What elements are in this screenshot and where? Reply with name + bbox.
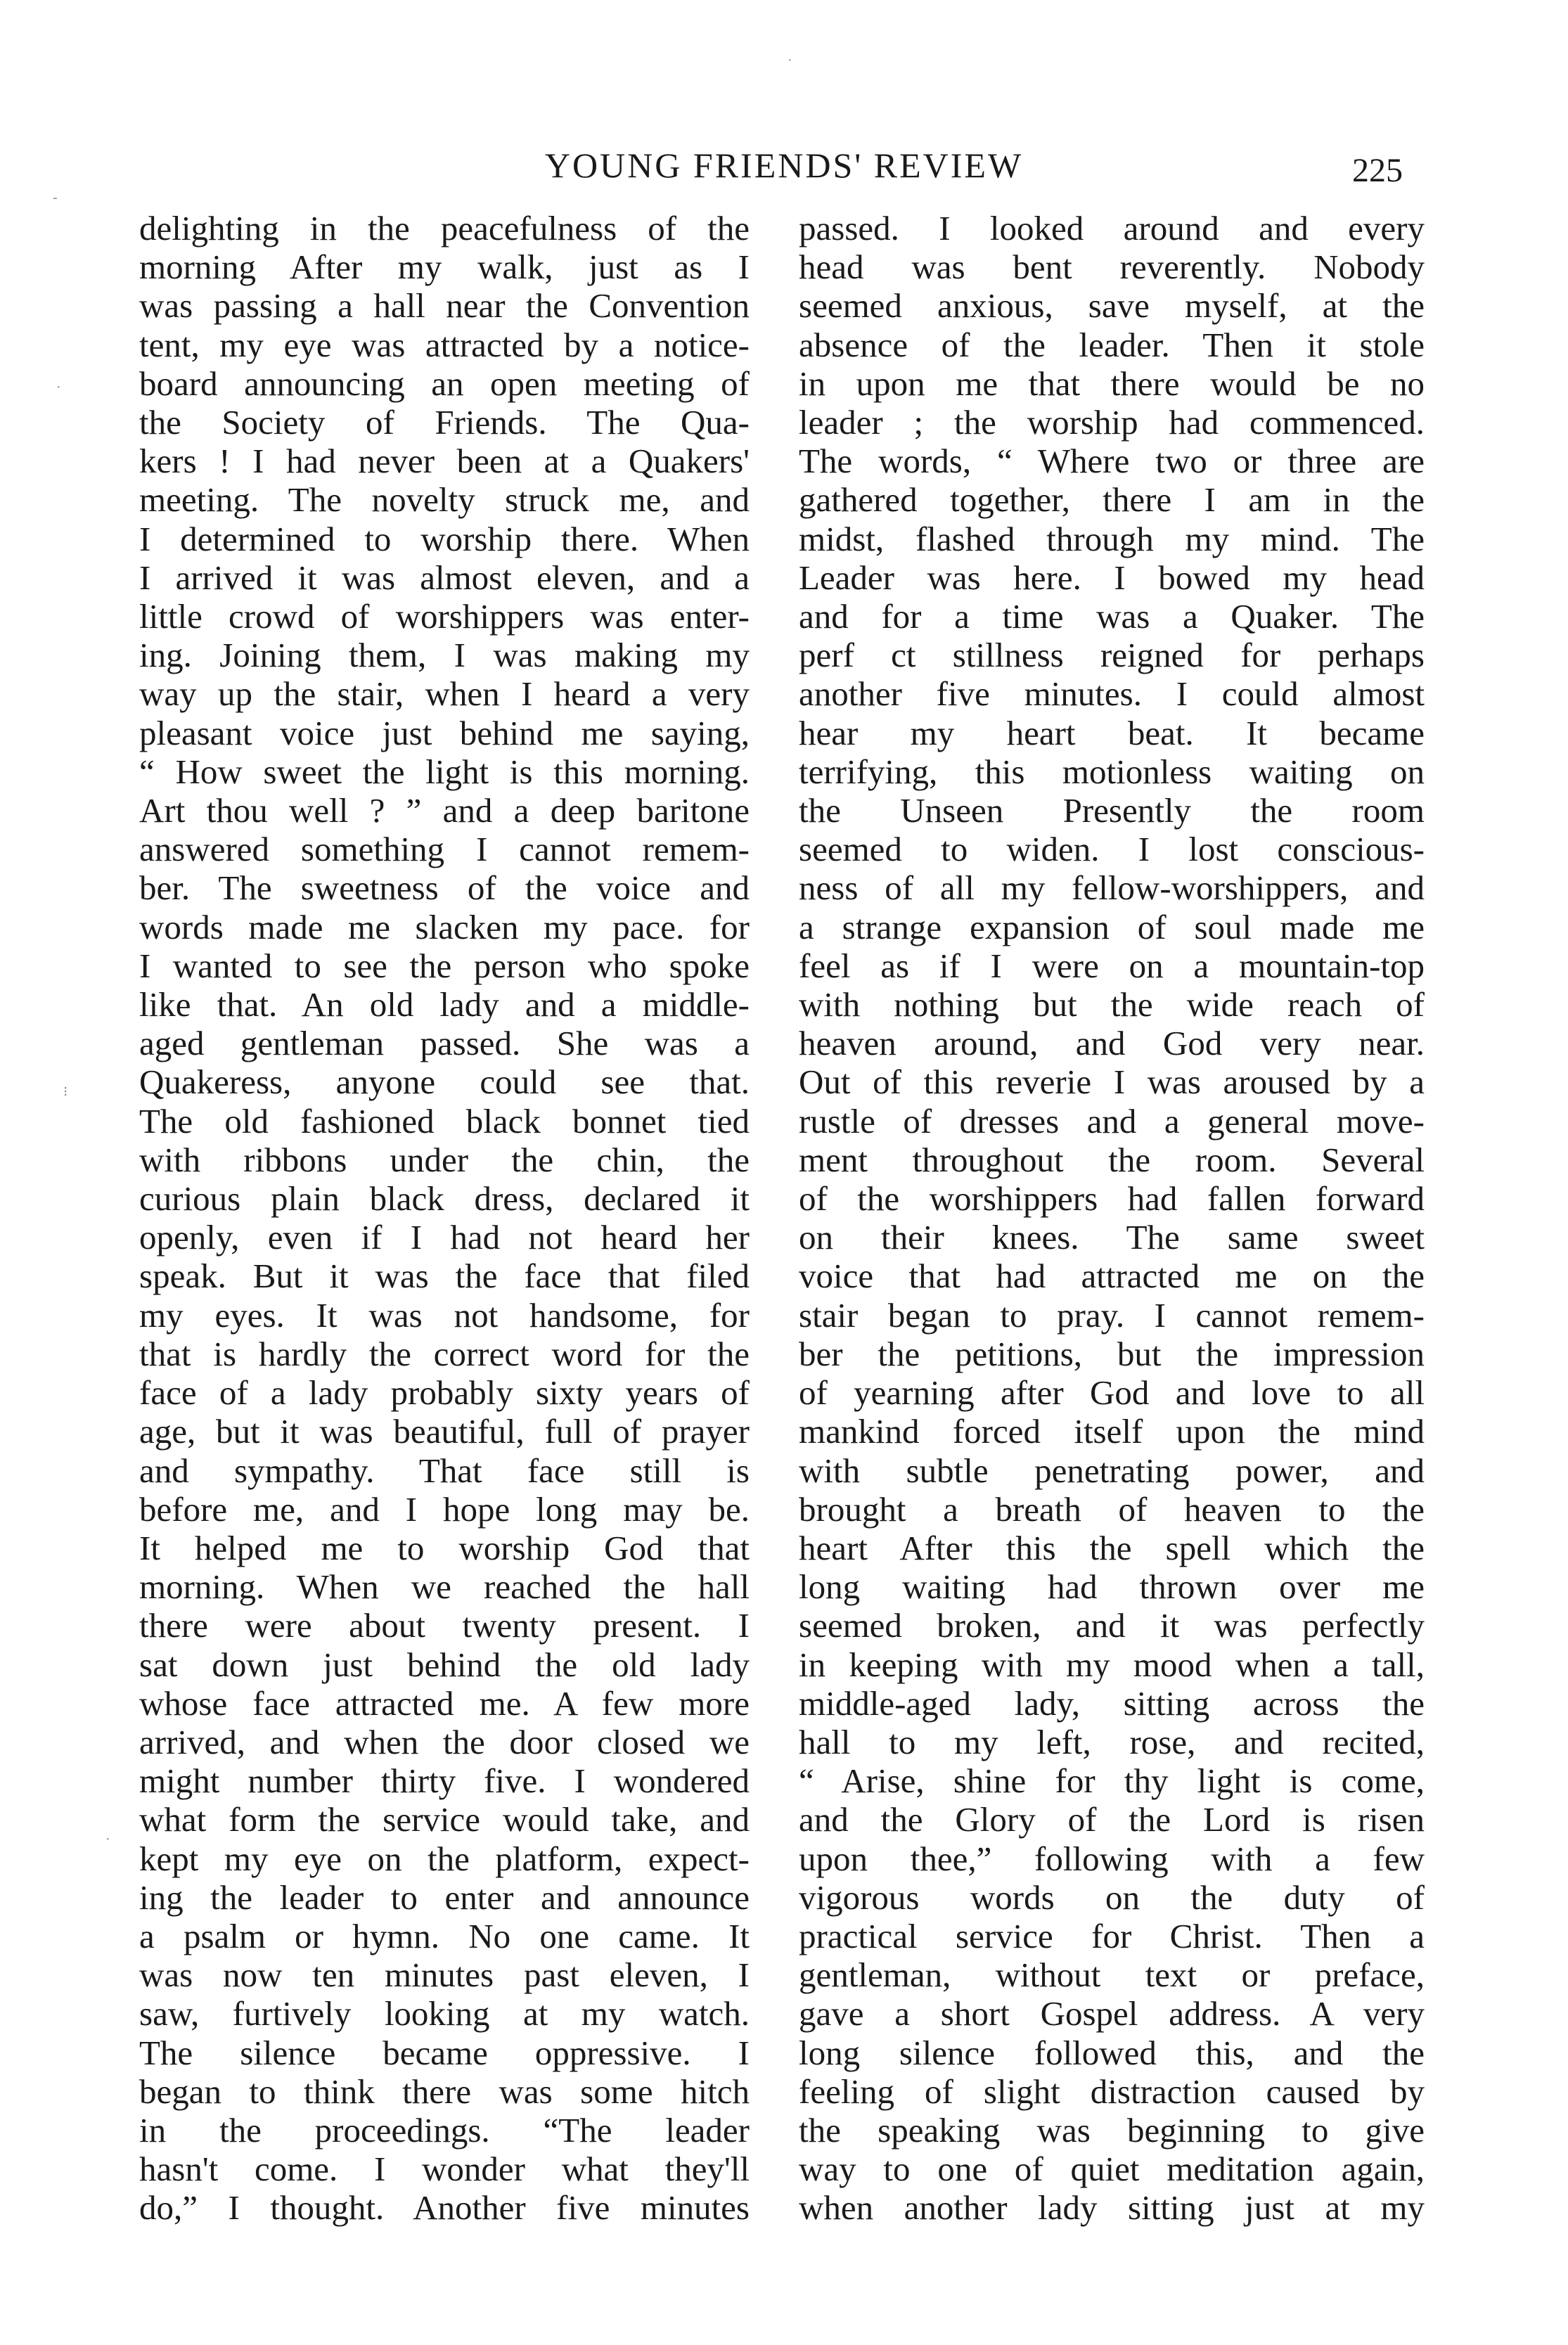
text-line: before me, and I hope long may be.: [139, 1489, 750, 1529]
text-line: in upon me that there would be no: [799, 364, 1425, 403]
text-line: I determined to worship there. When: [139, 519, 750, 558]
text-line: tent, my eye was attracted by a notice-: [139, 325, 750, 364]
text-line: began to think there was some hitch: [139, 2071, 750, 2111]
text-line: feeling of slight distraction caused by: [799, 2071, 1425, 2111]
scan-speck: ⁝: [63, 1084, 68, 1100]
text-line: the Society of Friends. The Qua-: [139, 403, 750, 442]
text-line: Leader was here. I bowed my head: [799, 558, 1425, 597]
scan-speck: ·: [56, 380, 61, 395]
text-line: It helped me to worship God that: [139, 1528, 750, 1567]
text-line: might number thirty five. I wondered: [139, 1761, 750, 1801]
text-line: openly, even if I had not heard her: [139, 1218, 750, 1257]
text-line: The silence became oppressive. I: [139, 2033, 750, 2072]
text-line: in keeping with my mood when a tall,: [799, 1645, 1425, 1684]
text-line: a psalm or hymn. No one came. It: [139, 1916, 750, 1955]
text-line: ing the leader to enter and announce: [139, 1877, 750, 1917]
text-line: I arrived it was almost eleven, and a: [139, 558, 750, 597]
text-line: ing. Joining them, I was making my: [139, 636, 750, 675]
text-line: perf ct stillness reigned for perhaps: [799, 636, 1425, 675]
text-line: long waiting had thrown over me: [799, 1567, 1425, 1607]
text-line: heaven around, and God very near.: [799, 1024, 1425, 1063]
text-line: what form the service would take, and: [139, 1800, 750, 1839]
text-line: that is hardly the correct word for the: [139, 1334, 750, 1373]
text-line: was passing a hall near the Convention: [139, 286, 750, 326]
text-line: “ How sweet the light is this morning.: [139, 752, 750, 791]
text-line: Out of this reverie I was aroused by a: [799, 1062, 1425, 1102]
text-line: pleasant voice just behind me saying,: [139, 713, 750, 752]
text-line: brought a breath of heaven to the: [799, 1489, 1425, 1529]
text-line: head was bent reverently. Nobody: [799, 248, 1425, 287]
text-line: Quakeress, anyone could see that.: [139, 1062, 750, 1102]
text-line: curious plain black dress, declared it: [139, 1179, 750, 1219]
text-line: little crowd of worshippers was enter-: [139, 597, 750, 636]
text-line: and the Glory of the Lord is risen: [799, 1800, 1425, 1839]
text-line: middle-aged lady, sitting across the: [799, 1683, 1425, 1723]
text-line: practical service for Christ. Then a: [799, 1916, 1425, 1955]
text-line: hall to my left, rose, and recited,: [799, 1722, 1425, 1761]
text-line: gave a short Gospel address. A very: [799, 1994, 1425, 2034]
text-line: seemed to widen. I lost conscious-: [799, 830, 1425, 869]
text-line: words made me slacken my pace. for: [139, 907, 750, 946]
text-line: I wanted to see the person who spoke: [139, 946, 750, 985]
text-line: terrifying, this motionless waiting on: [799, 752, 1425, 791]
text-line: kers ! I had never been at a Quakers': [139, 442, 750, 481]
text-line: sat down just behind the old lady: [139, 1645, 750, 1684]
scan-speck: ·: [105, 1832, 110, 1847]
text-line: midst, flashed through my mind. The: [799, 519, 1425, 558]
text-line: seemed broken, and it was perfectly: [799, 1606, 1425, 1645]
text-line: speak. But it was the face that filed: [139, 1257, 750, 1296]
text-line: gathered together, there I am in the: [799, 480, 1425, 520]
text-line: seemed anxious, save myself, at the: [799, 286, 1425, 326]
text-line: saw, furtively looking at my watch.: [139, 1994, 750, 2034]
text-line: The old fashioned black bonnet tied: [139, 1101, 750, 1141]
text-line: and for a time was a Quaker. The: [799, 597, 1425, 636]
text-line: delighting in the peacefulness of the: [139, 209, 750, 248]
text-line: whose face attracted me. A few more: [139, 1683, 750, 1723]
text-line: way to one of quiet meditation again,: [799, 2150, 1425, 2189]
right-text-column: [799, 209, 1425, 2228]
scan-speck: -: [53, 190, 58, 205]
text-line: hear my heart beat. It became: [799, 713, 1425, 752]
text-line: in the proceedings. “The leader: [139, 2110, 750, 2150]
text-line: answered something I cannot remem-: [139, 830, 750, 869]
text-line: my eyes. It was not handsome, for: [139, 1295, 750, 1335]
text-line: gentleman, without text or preface,: [799, 1955, 1425, 1995]
text-line: aged gentleman passed. She was a: [139, 1024, 750, 1063]
text-line: was now ten minutes past eleven, I: [139, 1955, 750, 1995]
page-header: [0, 141, 1568, 190]
text-line: board announcing an open meeting of: [139, 364, 750, 403]
text-line: The words, “ Where two or three are: [799, 442, 1425, 481]
text-line: hasn't come. I wonder what they'll: [139, 2150, 750, 2189]
text-line: on their knees. The same sweet: [799, 1218, 1425, 1257]
text-line: when another lady sitting just at my: [799, 2188, 1425, 2228]
text-line: with ribbons under the chin, the: [139, 1140, 750, 1179]
scan-speck: ·: [788, 53, 792, 68]
text-line: the Unseen Presently the room: [799, 791, 1425, 830]
text-line: another five minutes. I could almost: [799, 674, 1425, 714]
text-line: morning. When we reached the hall: [139, 1567, 750, 1607]
text-line: kept my eye on the platform, expect-: [139, 1839, 750, 1878]
text-line: of yearning after God and love to all: [799, 1373, 1425, 1413]
text-line: a strange expansion of soul made me: [799, 907, 1425, 946]
text-line: way up the stair, when I heard a very: [139, 674, 750, 714]
text-line: ment throughout the room. Several: [799, 1140, 1425, 1179]
text-line: rustle of dresses and a general move-: [799, 1101, 1425, 1141]
left-text-column: [139, 209, 750, 2228]
text-line: like that. An old lady and a middle-: [139, 985, 750, 1024]
running-title: YOUNG FRIENDS' REVIEW: [544, 146, 1024, 185]
text-line: heart After this the spell which the: [799, 1528, 1425, 1567]
text-line: do,” I thought. Another five minutes: [139, 2188, 750, 2228]
text-line: meeting. The novelty struck me, and: [139, 480, 750, 520]
text-line: the speaking was beginning to give: [799, 2110, 1425, 2150]
page-number: 225: [1352, 152, 1403, 189]
text-line: leader ; the worship had commenced.: [799, 403, 1425, 442]
text-line: of the worshippers had fallen forward: [799, 1179, 1425, 1219]
text-line: morning After my walk, just as I: [139, 248, 750, 287]
text-line: mankind forced itself upon the mind: [799, 1412, 1425, 1451]
text-line: with nothing but the wide reach of: [799, 985, 1425, 1024]
text-line: stair began to pray. I cannot remem-: [799, 1295, 1425, 1335]
text-line: absence of the leader. Then it stole: [799, 325, 1425, 364]
text-line: ber the petitions, but the impression: [799, 1334, 1425, 1373]
text-line: feel as if I were on a mountain-top: [799, 946, 1425, 985]
text-line: ber. The sweetness of the voice and: [139, 868, 750, 908]
text-line: long silence followed this, and the: [799, 2033, 1425, 2072]
text-line: arrived, and when the door closed we: [139, 1722, 750, 1761]
text-line: Art thou well ? ” and a deep baritone: [139, 791, 750, 830]
text-line: and sympathy. That face still is: [139, 1451, 750, 1490]
text-line: face of a lady probably sixty years of: [139, 1373, 750, 1413]
text-line: passed. I looked around and every: [799, 209, 1425, 248]
text-line: ness of all my fellow-worshippers, and: [799, 868, 1425, 908]
text-line: age, but it was beautiful, full of prayer: [139, 1412, 750, 1451]
text-line: vigorous words on the duty of: [799, 1877, 1425, 1917]
text-line: there were about twenty present. I: [139, 1606, 750, 1645]
text-line: with subtle penetrating power, and: [799, 1451, 1425, 1490]
text-line: “ Arise, shine for thy light is come,: [799, 1761, 1425, 1801]
text-line: voice that had attracted me on the: [799, 1257, 1425, 1296]
text-line: upon thee,” following with a few: [799, 1839, 1425, 1878]
